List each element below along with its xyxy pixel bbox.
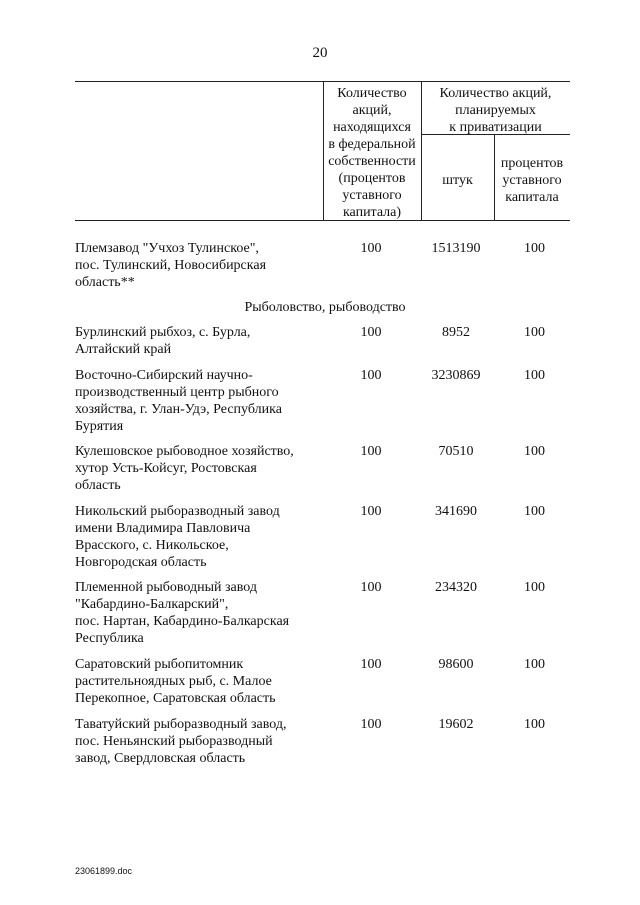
federal-percent: 100 (360, 241, 382, 256)
federal-percent: 100 (360, 657, 382, 672)
capital-percent: 100 (524, 241, 545, 256)
shares-count: 19602 (438, 717, 474, 732)
page-number: 20 (312, 45, 328, 61)
capital-percent: 100 (524, 717, 545, 732)
enterprise-name: Племзавод "Учхоз Тулинское", пос. Тулинский, Новосибирская область** (75, 241, 267, 290)
shares-count: 8952 (442, 325, 470, 340)
header-percent: процентов уставного капитала (500, 156, 564, 205)
capital-percent: 100 (524, 368, 545, 383)
capital-percent: 100 (524, 504, 545, 519)
capital-percent: 100 (524, 580, 545, 595)
capital-percent: 100 (524, 657, 545, 672)
shares-count: 341690 (435, 504, 477, 519)
capital-percent: 100 (524, 444, 545, 459)
shares-count: 70510 (438, 444, 474, 459)
federal-percent: 100 (360, 444, 382, 459)
capital-percent: 100 (524, 325, 545, 340)
header-federal-shares: Количество акций, находящихся в федеральной собственности (процентов уставного капитала) (328, 86, 416, 220)
document-filename: 23061899.doc (75, 866, 133, 876)
shares-count: 98600 (438, 657, 474, 672)
shares-count: 234320 (435, 580, 477, 595)
shares-count: 1513190 (431, 241, 481, 256)
enterprise-name: Саратовский рыбопитомник растительноядных рыб, с. Малое Перекопное, Саратовская область (75, 657, 276, 706)
enterprise-name: Никольский рыборазводный завод имени Владимира Павловича Врасского, с. Никольское, Новгородская область (75, 504, 280, 570)
federal-percent: 100 (360, 325, 382, 340)
federal-percent: 100 (360, 717, 382, 732)
federal-percent: 100 (360, 504, 382, 519)
enterprise-name: Племенной рыбоводный завод "Кабардино-Балкарский", пос. Нартан, Кабардино-Балкарская Республика (75, 580, 290, 646)
enterprise-name: Таватуйский рыборазводный завод, пос. Неньянский рыборазводный завод, Свердловская область (75, 717, 287, 766)
enterprise-name: Восточно-Сибирский научно- производственный центр рыбного хозяйства, г. Улан-Удэ, Республика Бурятия (75, 368, 282, 434)
enterprise-name: Бурлинский рыбхоз, с. Бурла, Алтайский край (75, 325, 251, 357)
federal-percent: 100 (360, 368, 382, 383)
enterprise-name: Кулешовское рыбоводное хозяйство, хутор Усть-Койсуг, Ростовская область (75, 444, 294, 493)
federal-percent: 100 (360, 580, 382, 595)
header-planned-shares: Количество акций, планируемых к приватизации (439, 86, 552, 135)
shares-count: 3230869 (431, 368, 481, 383)
section-heading: Рыболовство, рыбоводство (244, 300, 406, 315)
header-units: штук (442, 173, 473, 188)
